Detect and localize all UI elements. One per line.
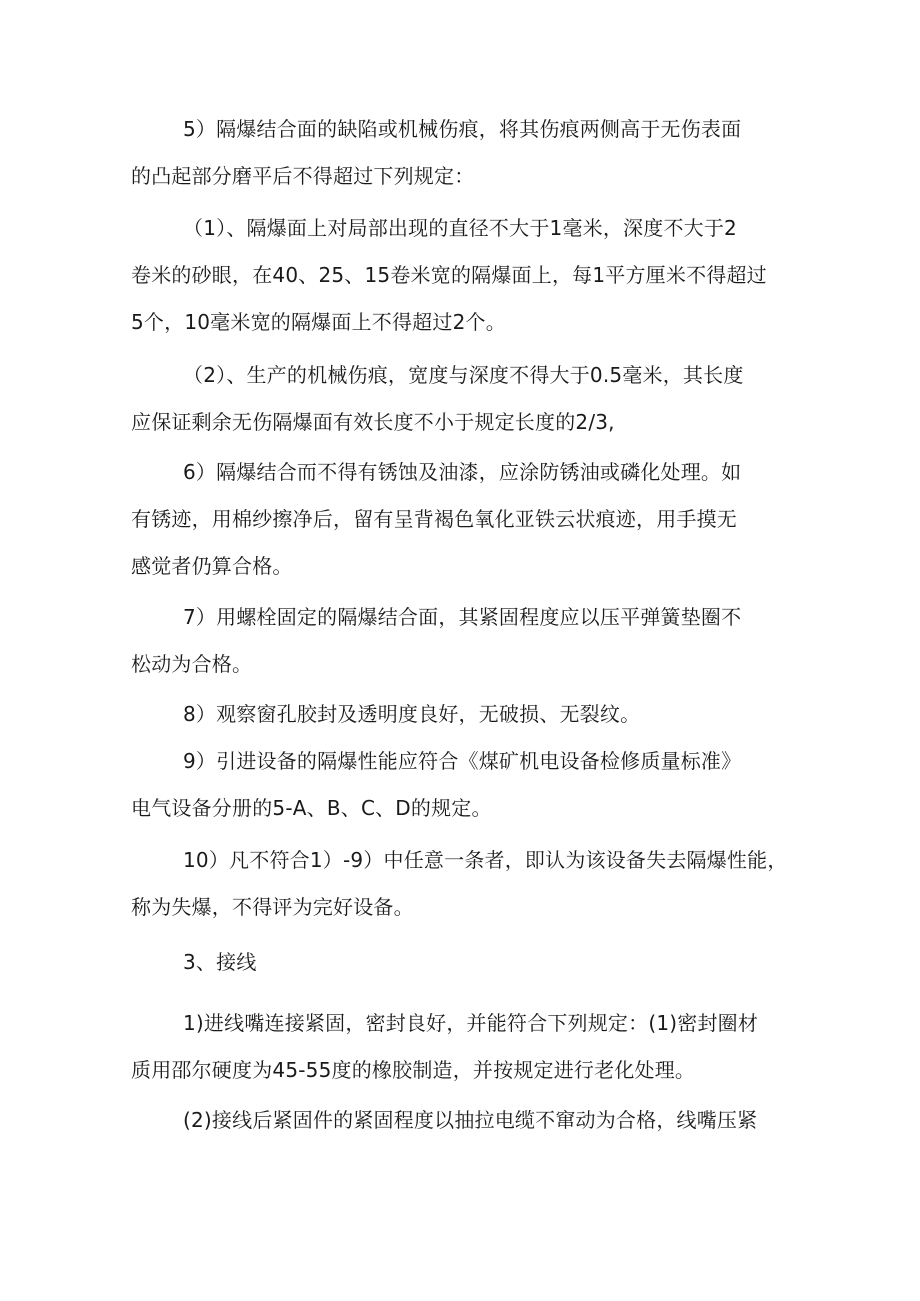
text-line: 应保证剩余无伤隔爆面有效长度不小于规定长度的2/3, [131, 410, 615, 434]
text-line: 3、接线 [183, 950, 257, 974]
text-line: （1）、隔爆面上对局部出现的直径不大于1毫米，深度不大于2 [183, 216, 737, 240]
paragraph-item-5-1 [131, 205, 791, 346]
paragraph-item-9 [131, 738, 791, 832]
text-line: 5个，10毫米宽的隔爆面上不得超过2个。 [131, 310, 506, 334]
paragraph-wiring-2 [131, 1097, 791, 1144]
text-line: 6）隔爆结合而不得有锈蚀及油漆，应涂防锈油或磷化处理。如 [183, 460, 742, 484]
paragraph-item-7 [131, 594, 791, 688]
paragraph-wiring-1 [131, 1000, 791, 1094]
paragraph-item-6 [131, 449, 791, 590]
text-line: （2）、生产的机械伤痕，宽度与深度不得大于0.5毫米，其长度 [183, 363, 744, 387]
text-line: 松动为合格。 [131, 652, 253, 676]
paragraph-item-10 [131, 837, 791, 931]
paragraph-item-8 [131, 691, 791, 738]
text-line: 5）隔爆结合面的缺陷或机械伤痕，将其伤痕两侧高于无伤表面 [183, 117, 742, 141]
text-line: 有锈迹，用棉纱擦净后，留有呈背褐色氧化亚铁云状痕迹，用手摸无 [131, 507, 737, 531]
paragraph-item-5 [131, 106, 791, 200]
text-line: (2)接线后紧固件的紧固程度以抽拉电缆不窜动为合格，线嘴压紧 [183, 1108, 758, 1132]
text-line: 称为失爆，不得评为完好设备。 [131, 895, 414, 919]
section-heading-wiring [131, 939, 791, 986]
paragraph-item-5-2 [131, 352, 791, 446]
text-line: 7）用螺栓固定的隔爆结合面，其紧固程度应以压平弹簧垫圈不 [183, 605, 742, 629]
text-line: 质用邵尔硬度为45-55度的橡胶制造，并按规定进行老化处理。 [131, 1058, 696, 1082]
text-line: 感觉者仍算合格。 [131, 554, 293, 578]
text-line: 1)进线嘴连接紧固，密封良好，并能符合下列规定：(1)密封圈材 [183, 1011, 759, 1035]
text-line: 10）凡不符合1）-9）中任意一条者，即认为该设备失去隔爆性能， [183, 848, 788, 872]
text-line: 卷米的砂眼，在40、25、15卷米宽的隔爆面上，每1平方厘米不得超过 [131, 263, 767, 287]
text-line: 8）观察窗孔胶封及透明度良好，无破损、无裂纹。 [183, 702, 641, 726]
text-line: 的凸起部分磨平后不得超过下列规定： [131, 164, 475, 188]
text-line: 9）引进设备的隔爆性能应符合《煤矿机电设备检修质量标准》 [183, 749, 742, 773]
text-line: 电气设备分册的5-A、B、C、D的规定。 [131, 796, 492, 820]
